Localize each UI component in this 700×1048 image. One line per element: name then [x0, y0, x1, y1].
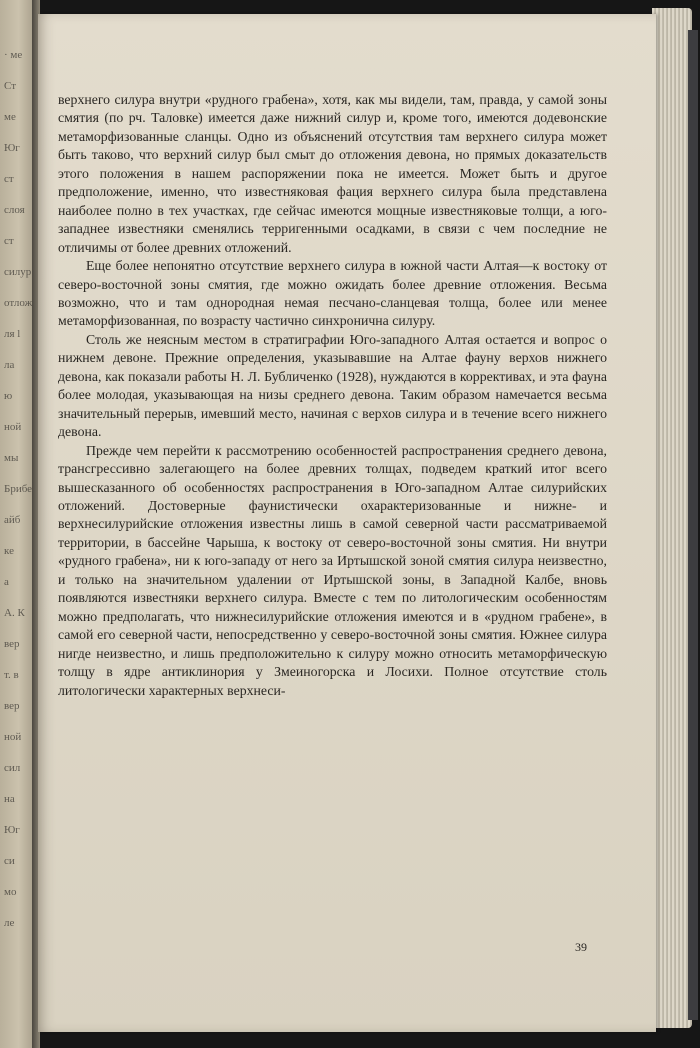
- left-page-fragment: мы: [4, 452, 19, 464]
- left-page-fragment: Юг: [4, 824, 20, 836]
- left-page-fragment: ла: [4, 359, 15, 371]
- page-edge-stack: [652, 8, 692, 1028]
- left-page-fragment: ке: [4, 545, 14, 557]
- body-text: [58, 91, 607, 700]
- left-page-fragment: ме: [4, 111, 16, 123]
- left-page-fragment: Брибе: [4, 483, 33, 495]
- paragraph-4: Прежде чем перейти к рассмотрению особенностей распространения среднего девона, трансгрессивно залегающего на более древних толщах, подведем краткий итог всего вышесказанного об особенностях распространения в Юго-западном Алтае силурийских отложений. Достоверные фаунистически охарактеризованные и нижне- и верхнесилурийские отложения известны лишь в самой северной части рассматриваемой территории, в бассейне Чарыша, к востоку от северо-восточной зоны смятия. Ни внутри «рудного грабена», ни к юго-западу от него за Иртышской зоной смятия силура неизвестно, и только на значительном удалении от Иртышской зоны, в Западной Калбе, вновь появляются известняки верхнего силура. Вместе с тем по литологическим особенностям можно предполагать, что нижнесилурийские отложения имеются и в «рудном грабене», в самой его северной части, непосредственно у северо-восточной зоны смятия. Южнее силура нигде неизвестно, и лишь предположительно к силуру можно относить метаморфическую толщу в ядре антиклинория у Змеиногорска и Лосихи. Полное отсутствие столь литологически характерных верхнеси-: [58, 442, 607, 698]
- left-page-fragment: А. К: [4, 607, 25, 619]
- left-page-fragment: вер: [4, 700, 20, 712]
- left-page-fragment: мо: [4, 886, 17, 898]
- left-page-fragment: т. в: [4, 669, 19, 681]
- left-page-fragment: а: [4, 576, 9, 588]
- left-page-fragment: сил: [4, 762, 21, 774]
- left-page-fragment: Ст: [4, 80, 16, 92]
- left-page-fragment: ю: [4, 390, 13, 402]
- left-page-fragment: на: [4, 793, 15, 805]
- left-page-fragment: силур: [4, 266, 32, 278]
- book-cover-edge: [688, 30, 698, 1020]
- book-page: [38, 14, 656, 1032]
- paragraph-2: Еще более непонятно отсутствие верхнего силура в южной части Алтая—к востоку от северо-восточной зоны смятия, где можно ожидать более древние отложения. Весьма возможно, что и там однородная немая песчано-сланцевая толща, более или менее метаморфизованная, по возрасту частично синхронична силуру.: [58, 258, 607, 329]
- left-page-fragment: ля l: [4, 328, 21, 340]
- paragraph-3: Столь же неясным местом в стратиграфии Юго-западного Алтая остается и вопрос о нижнем девоне. Прежние определения, указывавшие на Алтае фауну верхов нижнего девона, как показали работы Н. Л. Бубличенко (1928), нуждаются в коррективах, и эта фауна более молодая, указывающая на низы среднего девона. Таким образом намечается весьма значительный перерыв, имевший место, начиная с верхов силура и в течение всего нижнего девона.: [58, 331, 607, 440]
- left-page-fragment: ст: [4, 173, 14, 185]
- left-page-fragment: ной: [4, 731, 22, 743]
- left-page-fragment: ле: [4, 917, 15, 929]
- left-page-fragment: · ме: [4, 49, 23, 61]
- left-page-fragment: ной: [4, 421, 22, 433]
- left-page-fragment: Юг: [4, 142, 20, 154]
- page-number: 39: [575, 940, 587, 954]
- left-page-fragment: си: [4, 855, 15, 867]
- paragraph-1: верхнего силура внутри «рудного грабена», хотя, как мы видели, там, правда, у самой зоны смятия (по рч. Таловке) имеется даже нижний силур и, кроме того, имеются додевонские метаморфизованные сланцы. Одно из объяснений отсутствия там верхнего силура может быть таково, что верхний силур был смыт до отложения девона, но прямых доказательств этого положения в нашем распоряжении пока не имеется. Может быть и другое предположение, именно, что известняковая фация верхнего силура была представлена наиболее полно в тех участках, где сейчас имеются мощные известняковые толщи, а юго-западнее известняки сменялись терригенными осадками, в связи с чем последние не отличимы от более древних отложений.: [58, 92, 607, 255]
- left-page-fragment: слоя: [4, 204, 25, 216]
- left-page-fragment: айб: [4, 514, 21, 526]
- left-page-fragment: отлож: [4, 297, 33, 309]
- left-page-fragment: ст: [4, 235, 14, 247]
- adjacent-left-page: [0, 0, 34, 1048]
- left-page-fragment: вер: [4, 638, 20, 650]
